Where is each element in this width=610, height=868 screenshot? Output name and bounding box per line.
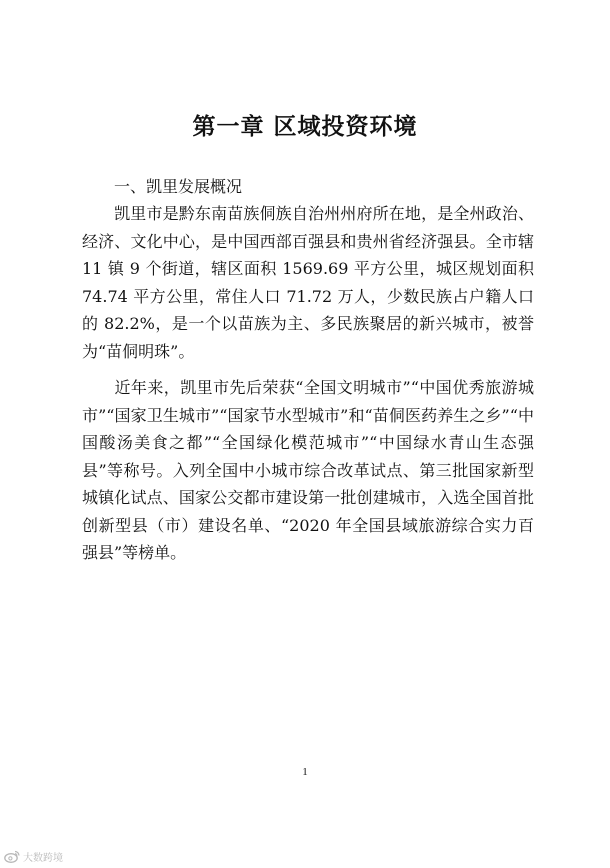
body-paragraph (82, 200, 534, 365)
page-number: 1 (302, 766, 308, 778)
paragraph-text: 凯里市是黔东南苗族侗族自治州州府所在地，是全州政治、经济、文化中心，是中国西部百强县和贵州省经济强县。全市辖 11 镇 9 个街道，辖区面积 1569.69 平方公里，城区规划面积 74.74 平方公里，常住人口 71.72 万人，少数民族占户籍人口的 82.2%，是一个以苗族为主、多民族聚居的新兴城市，被誉为“苗侗明珠”。 (82, 204, 534, 361)
watermark (4, 849, 63, 864)
weibo-logo-icon (4, 850, 20, 863)
chapter-title: 第一章 区域投资环境 (192, 113, 418, 140)
paragraph-text: 近年来，凯里市先后荣获“全国文明城市”“中国优秀旅游城市”“国家卫生城市”“国家节水型城市”和“苗侗医药养生之乡”“中国酸汤美食之都”“全国绿化模范城市”“中国绿水青山生态强县”等称号。入列全国中小城市综合改革试点、第三批国家新型城镇化试点、国家公交都市建设第一批创建城市，入选全国首批创新型县（市）建设名单、“2020 年全国县域旅游综合实力百强县”等榜单。 (82, 378, 534, 562)
section-heading: 一、凯里发展概况 (114, 177, 243, 196)
watermark-text: 大数跨境 (23, 853, 63, 864)
body-paragraph (82, 374, 534, 567)
